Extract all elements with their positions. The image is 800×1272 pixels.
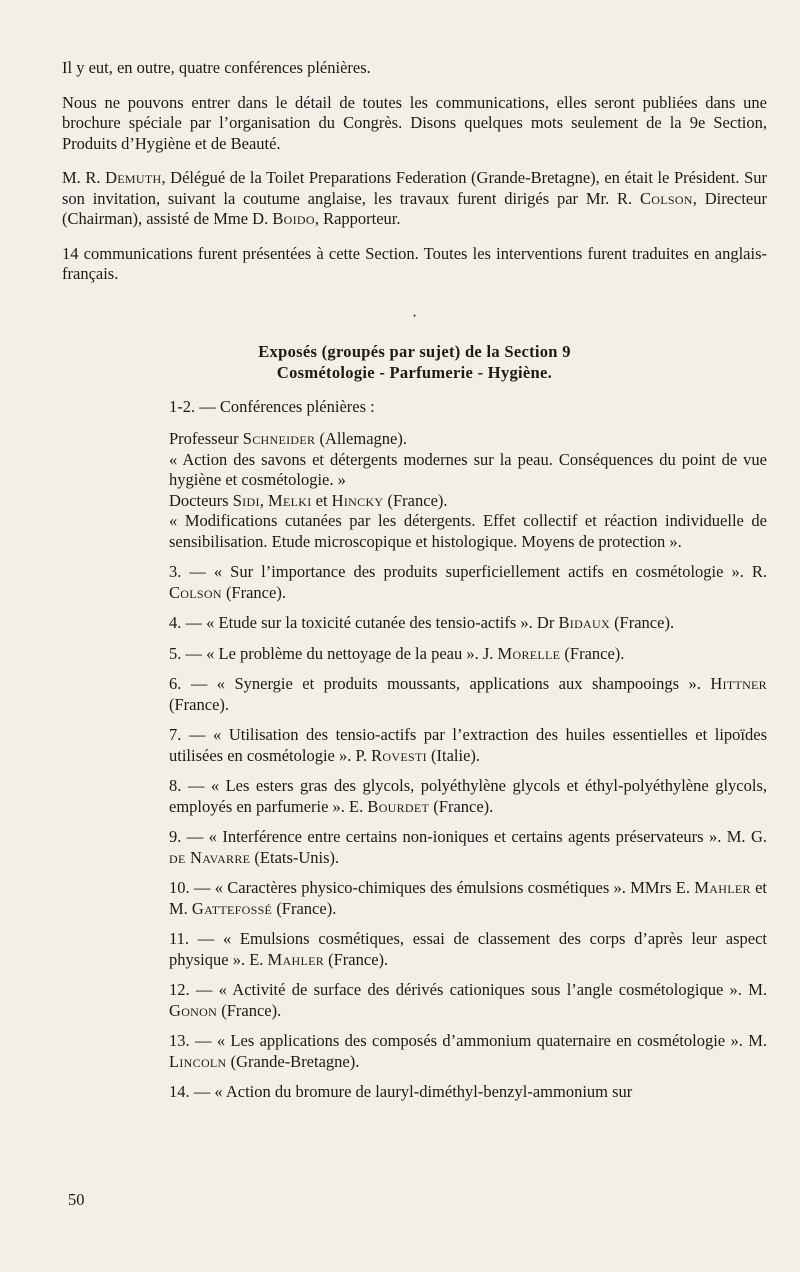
item-6-author: Hittner bbox=[710, 674, 767, 693]
item-8-author: Bourdet bbox=[367, 796, 430, 816]
item-10-join: et M. bbox=[169, 878, 767, 918]
list-item-10 bbox=[169, 878, 767, 919]
page-number: 50 bbox=[68, 1190, 85, 1209]
item-5-author: Morelle bbox=[497, 643, 561, 663]
item-13-text: 13. — « Les applications des composés d’ammonium quaternaire en cosmétologie ». M. bbox=[169, 1031, 767, 1050]
list-professor bbox=[169, 429, 767, 450]
list-item-12 bbox=[169, 980, 767, 1021]
intro-paragraph-4: 14 communications furent présentées à cette Section. Toutes les interventions furent traduites en anglais-français. bbox=[62, 243, 767, 283]
list-item-4 bbox=[169, 613, 767, 634]
item-9-country: (Etats-Unis). bbox=[250, 847, 340, 867]
item-3-text: 3. — « Sur l’importance des produits superficiellement actifs en cosmétologie ». R. bbox=[169, 562, 767, 581]
item-9-text: 9. — « Interférence entre certains non-ioniques et certains agents préservateurs ». M. G. bbox=[169, 827, 767, 846]
heading-line-2: Cosmétologie - Parfumerie - Hygiène. bbox=[276, 362, 553, 382]
p3-text-b: , Délégué de la Toilet Preparations Federation (Grande-Bretagne), en était le Président. Sur son invitation, suivant la coutume anglaise, les travaux furent dirigés par Mr. R. bbox=[62, 168, 767, 208]
doct-sep-2: et bbox=[311, 490, 332, 510]
item-8-text: 8. — « Les esters gras des glycols, polyéthylène glycols et éthyl-polyéthylène glycols, employés en parfumerie ». E. bbox=[169, 776, 767, 816]
item-4-author: Bidaux bbox=[558, 613, 610, 632]
item-12-country: (France). bbox=[217, 1000, 282, 1020]
item-11-text: 11. — « Emulsions cosmétiques, essai de classement des corps d’après leur aspect physique ». E. bbox=[169, 929, 767, 969]
item-4-text: 4. — « Etude sur la toxicité cutanée des tensio-actifs ». Dr bbox=[169, 613, 559, 632]
item-9-author: de Navarre bbox=[169, 847, 251, 867]
item-12-text: 12. — « Activité de surface des dérivés cationiques sous l’angle cosmétologique ». M. bbox=[169, 980, 767, 999]
list-item-9 bbox=[169, 827, 767, 868]
item-10-author-2: Gattefossé bbox=[191, 898, 273, 918]
item-7-author: Rovesti bbox=[371, 745, 427, 765]
list-item-3 bbox=[169, 562, 767, 603]
separator-dot: · bbox=[411, 307, 418, 325]
item-3-country: (France). bbox=[221, 582, 286, 602]
item-7-text: 7. — « Utilisation des tensio-actifs par l’extraction des huiles essentielles et lipoïdes utilisées en cosmétologie ». P. bbox=[169, 725, 767, 765]
prof-prefix: Professeur bbox=[169, 429, 243, 448]
page-body bbox=[62, 58, 767, 1113]
prof-suffix: (Allemagne). bbox=[315, 429, 407, 448]
intro-paragraph-3 bbox=[62, 168, 767, 230]
list-action-title: « Action des savons et détergents modernes sur la peau. Conséquences du point de vue hygiène et cosmétologie. » bbox=[169, 449, 767, 489]
heading-line-1: Exposés (groupés par sujet) de la Section 9 bbox=[258, 341, 571, 361]
communications-list bbox=[169, 397, 767, 1103]
name-boido: Boido bbox=[272, 209, 315, 228]
list-item-6 bbox=[169, 674, 767, 715]
list-item-5 bbox=[169, 644, 767, 665]
item-12-author: Gonon bbox=[169, 1000, 218, 1020]
name-melki: Melki bbox=[268, 490, 312, 510]
item-6-country: (France). bbox=[169, 694, 230, 714]
doct-prefix: Docteurs bbox=[169, 490, 233, 510]
doct-sep-1: , bbox=[259, 490, 268, 510]
item-10-country: (France). bbox=[272, 898, 337, 918]
name-hincky: Hincky bbox=[331, 490, 384, 510]
list-conferences-title: 1-2. — Conférences plénières : bbox=[169, 396, 375, 416]
list-item-8 bbox=[169, 776, 767, 817]
item-11-author: Mahler bbox=[267, 949, 325, 969]
list-item-7 bbox=[169, 725, 767, 766]
item-4-country: (France). bbox=[609, 613, 675, 632]
item-13-author: Lincoln bbox=[169, 1051, 227, 1071]
intro-section bbox=[62, 58, 767, 285]
list-item-13 bbox=[169, 1031, 767, 1072]
item-10-text: 10. — « Caractères physico-chimiques des émulsions cosmétiques ». MMrs E. bbox=[169, 878, 695, 897]
name-sidi: Sidi bbox=[232, 490, 260, 510]
name-colson: Colson bbox=[639, 188, 693, 208]
list-item-14: 14. — « Action du bromure de lauryl-diméthyl-benzyl-ammonium sur bbox=[169, 1082, 633, 1101]
doct-suffix: (France). bbox=[383, 490, 448, 510]
section-heading bbox=[62, 341, 767, 383]
p3-text-a: M. R. bbox=[62, 168, 106, 187]
p2-text: Nous ne pouvons entrer dans le détail de toutes les communications, elles seront publiées dans une brochure spéciale par l’organisation du Congrès. Disons quelques mots seulement de la 9e Section, Produits d’Hygiène et de Beauté. bbox=[62, 92, 767, 153]
list-item-11 bbox=[169, 929, 767, 970]
item-3-author: Colson bbox=[169, 582, 222, 602]
list-doctors bbox=[169, 491, 767, 512]
list-modifications: « Modifications cutanées par les détergents. Effet collectif et réaction individuelle de sensibilisation. Etude microscopique et histologique. Moyens de protection ». bbox=[169, 511, 767, 551]
name-schneider: Schneider bbox=[242, 429, 316, 448]
item-6-text: 6. — « Synergie et produits moussants, applications aux shampooings ». bbox=[169, 674, 711, 693]
intro-paragraph-2 bbox=[62, 93, 767, 155]
intro-paragraph-1: Il y eut, en outre, quatre conférences plénières. bbox=[62, 58, 371, 77]
item-11-country: (France). bbox=[324, 949, 389, 969]
p3-text-d: , Rapporteur. bbox=[314, 209, 401, 228]
name-demuth: Demuth bbox=[105, 168, 162, 187]
item-5-country: (France). bbox=[560, 643, 625, 663]
item-13-country: (Grande-Bretagne). bbox=[226, 1051, 360, 1071]
item-7-country: (Italie). bbox=[426, 745, 481, 765]
p3-text-c: , Directeur (Chairman), assisté de Mme D. bbox=[62, 188, 767, 228]
item-8-country: (France). bbox=[429, 796, 494, 816]
item-5-text: 5. — « Le problème du nettoyage de la peau ». J. bbox=[169, 643, 498, 663]
item-10-author-1: Mahler bbox=[694, 878, 751, 897]
